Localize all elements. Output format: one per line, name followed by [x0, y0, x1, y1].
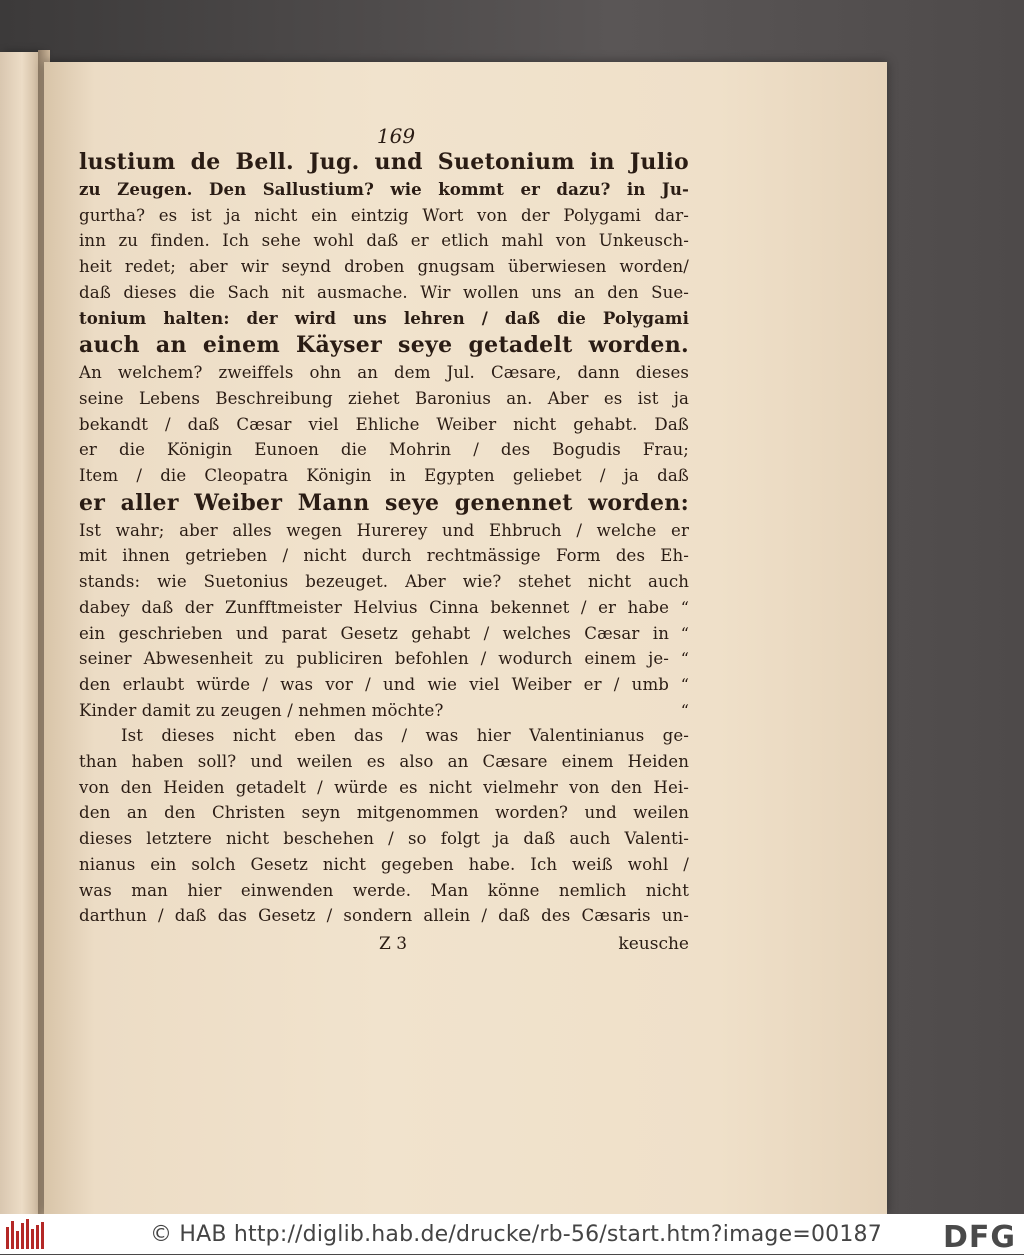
text-line: auch an einem Käyser seye getadelt worden.	[79, 332, 689, 359]
catchword: keusche	[618, 933, 689, 954]
text-line: nianus ein solch Gesetz nicht gegeben habe. Ich weiß wohl /	[79, 854, 689, 874]
text-line: was man hier einwenden werde. Man könne nemlich nicht	[79, 880, 689, 900]
hab-logo-icon	[6, 1219, 46, 1249]
text-line: Ist dieses nicht eben das / was hier Valentinianus ge-	[121, 726, 689, 746]
logo-bar	[26, 1219, 29, 1249]
text-line: An welchem? zweiffels ohn an dem Jul. Cæsare, dann dieses	[79, 363, 689, 383]
text-line: er aller Weiber Mann seye genennet worden:	[79, 489, 689, 516]
text-line: von den Heiden getadelt / würde es nicht vielmehr von den Hei-	[79, 777, 689, 797]
text-line: mit ihnen getrieben / nicht durch rechtmässige Form des Eh-	[79, 546, 689, 566]
text-line: inn zu finden. Ich sehe wohl daß er etlich mahl von Unkeusch-	[79, 231, 689, 251]
text-line: bekandt / daß Cæsar viel Ehliche Weiber nicht gehabt. Daß	[79, 414, 689, 434]
signature-mark: Z 3	[379, 933, 408, 954]
logo-bar	[31, 1229, 34, 1249]
text-line: lustium de Bell. Jug. und Suetonium in Julio	[79, 149, 689, 175]
logo-bar	[36, 1225, 39, 1249]
text-line: zu Zeugen. Den Sallustium? wie kommt er dazu? in Ju-	[79, 179, 689, 199]
text-line: seiner Abwesenheit zu publiciren befohlen / wodurch einem je- “	[79, 646, 689, 672]
page-number: 169	[376, 124, 416, 148]
text-line: Kinder damit zu zeugen / nehmen möchte? “	[79, 698, 689, 724]
page-footer-row	[79, 929, 689, 959]
text-line: Ist wahr; aber alles wegen Hurerey und Ehbruch / welche er	[79, 520, 689, 540]
text-line: seine Lebens Beschreibung ziehet Baronius an. Aber es ist ja	[79, 388, 689, 408]
text-line: tonium halten: der wird uns lehren / daß die Polygami	[79, 307, 689, 328]
text-line: darthun / daß das Gesetz / sondern allein / daß des Cæsaris un-	[79, 906, 689, 926]
text-line: er die Königin Eunoen die Mohrin / des Bogudis Frau;	[79, 440, 689, 460]
text-line: ein geschrieben und parat Gesetz gehabt / welches Cæsar in “	[79, 621, 689, 647]
text-line: dieses letztere nicht beschehen / so folgt ja daß auch Valenti-	[79, 829, 689, 849]
text-line: den erlaubt würde / was vor / und wie viel Weiber er / umb “	[79, 672, 689, 698]
text-line: Item / die Cleopatra Königin in Egypten geliebet / ja daß	[79, 466, 689, 486]
text-line: daß dieses die Sach nit ausmache. Wir wollen uns an den Sue-	[79, 282, 689, 302]
dfg-logo: DFG	[942, 1220, 1016, 1255]
copyright-text: © HAB http://diglib.hab.de/drucke/rb-56/start.htm?image=00187	[150, 1221, 882, 1247]
footer-bar	[0, 1214, 1024, 1254]
left-page-edge	[0, 52, 40, 1214]
text-line: den an den Christen seyn mitgenommen worden? und weilen	[79, 803, 689, 823]
logo-bar	[6, 1227, 9, 1249]
logo-bar	[41, 1222, 44, 1249]
text-line: stands: wie Suetonius bezeuget. Aber wie? stehet nicht auch	[79, 572, 689, 592]
logo-bar	[11, 1221, 14, 1249]
text-line: than haben soll? und weilen es also an Cæsare einem Heiden	[79, 752, 689, 772]
text-line: gurtha? es ist ja nicht ein eintzig Wort von der Polygami dar-	[79, 205, 689, 225]
book-page	[44, 62, 887, 1214]
text-line: heit redet; aber wir seynd droben gnugsam überwiesen worden/	[79, 257, 689, 277]
logo-bar	[21, 1223, 24, 1249]
page-text-block	[79, 122, 689, 959]
text-line: dabey daß der Zunfftmeister Helvius Cinna bekennet / er habe “	[79, 595, 689, 621]
logo-bar	[16, 1231, 19, 1249]
text-lines	[79, 148, 689, 929]
